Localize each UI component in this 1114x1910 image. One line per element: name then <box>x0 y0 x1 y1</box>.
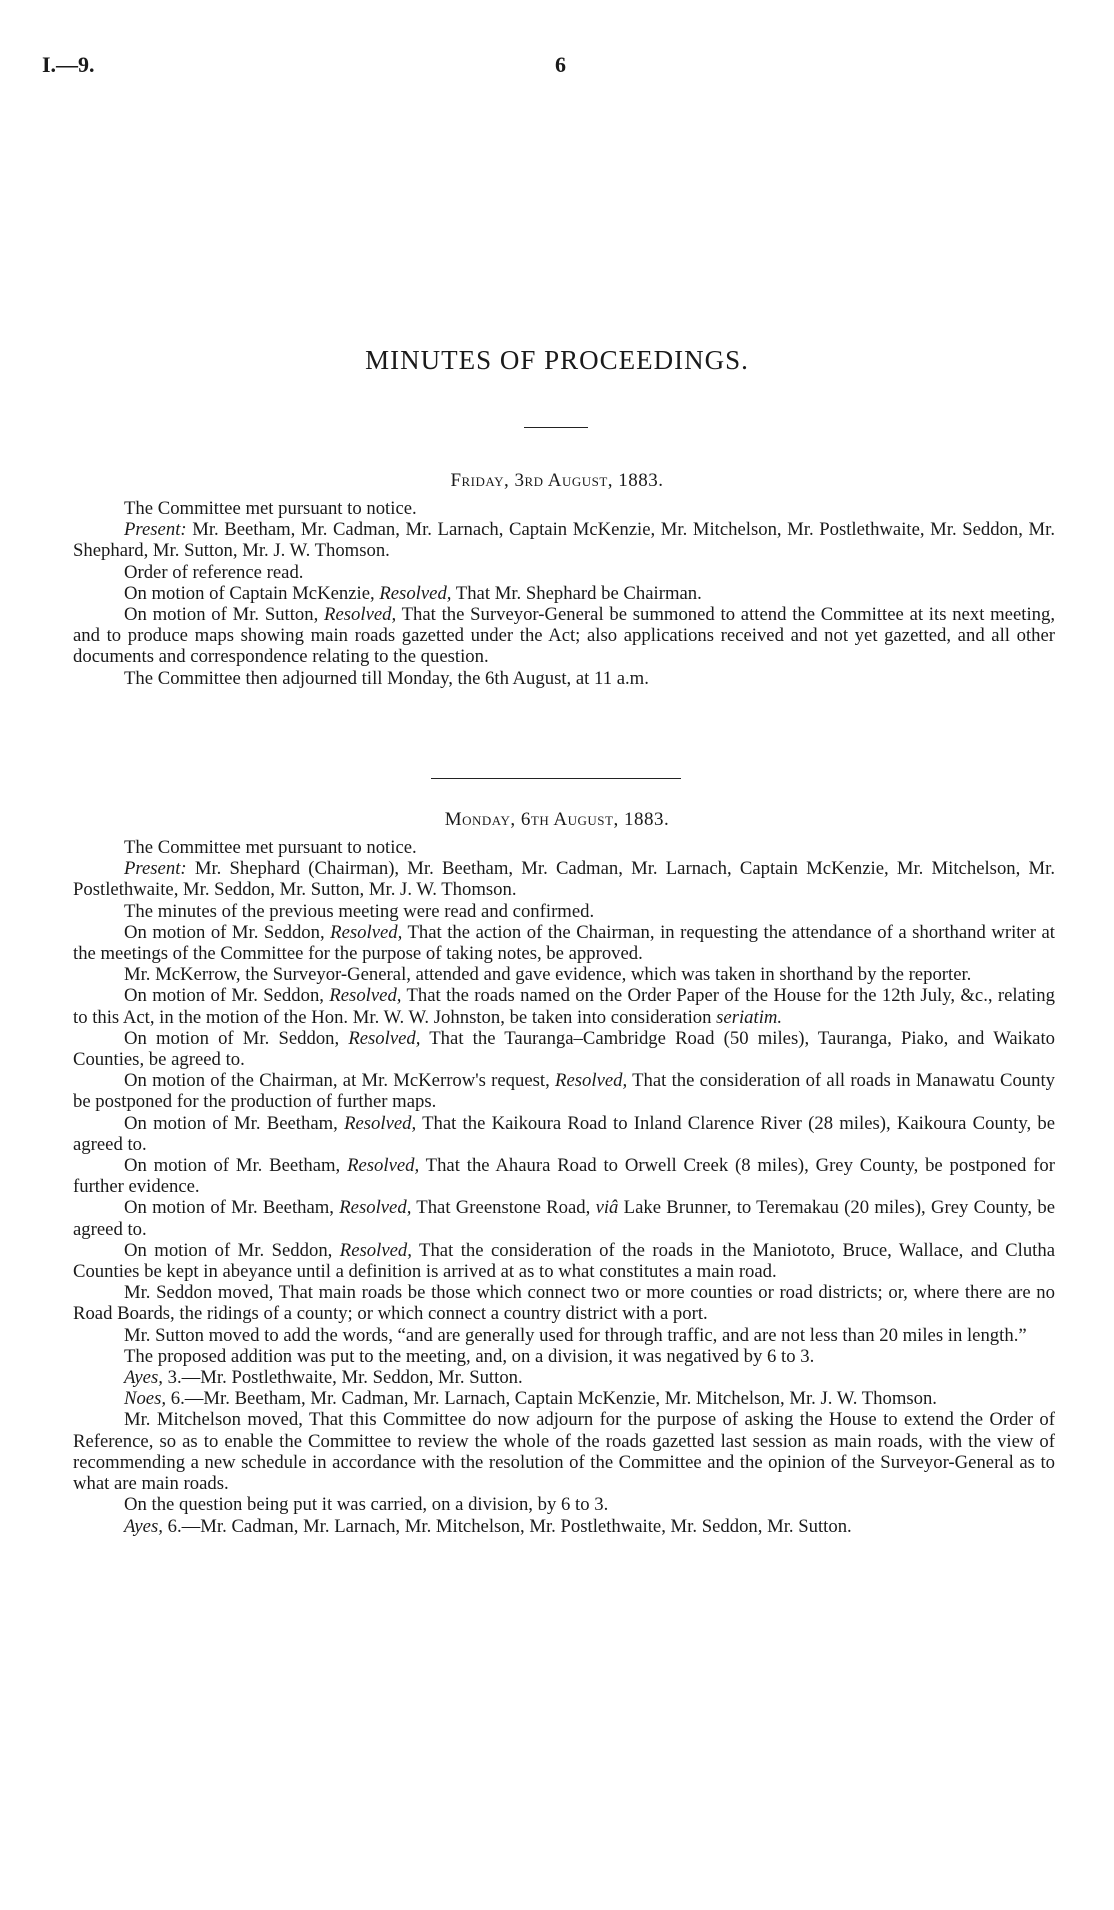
title-divider <box>524 427 588 428</box>
minute-paragraph: On motion of Mr. Seddon, Resolved, That the action of the Chairman, in requesting the attendance of a shorthand writer at the meetings of the Committee for the purpose of taking notes, be approved. <box>73 921 1055 965</box>
minute-paragraph: On motion of the Chairman, at Mr. McKerrow's request, Resolved, That the consideration of all roads in Manawatu County be postponed for the production of further maps. <box>73 1070 1056 1113</box>
minute-paragraph: Mr. Seddon moved, That main roads be those which connect two or more counties or road districts; or, where there are no Road Boards, the ridings of a county; or which connect a country district with a port. <box>73 1282 1055 1325</box>
minute-paragraph: The Committee then adjourned till Monday, the 6th August, at 11 a.m. <box>124 667 649 689</box>
page-number: 6 <box>555 52 566 77</box>
meeting-2-minutes <box>73 837 1055 1537</box>
minute-paragraph: Present: Mr. Beetham, Mr. Cadman, Mr. Larnach, Captain McKenzie, Mr. Mitchelson, Mr. Postlethwaite, Mr. Seddon, Mr. Shephard, Mr. Sutton, Mr. J. W. Thomson. <box>73 519 1055 562</box>
minute-paragraph: Order of reference read. <box>124 561 304 583</box>
minute-paragraph: On motion of Mr. Beetham, Resolved, That Greenstone Road, viâ Lake Brunner, to Teremakau (20 miles), Grey County, be agreed to. <box>73 1197 1055 1240</box>
minute-paragraph: On motion of Mr. Beetham, Resolved, That the Kaikoura Road to Inland Clarence River (28 miles), Kaikoura County, be agreed to. <box>73 1112 1055 1155</box>
minute-paragraph: The Committee met pursuant to notice. <box>124 498 417 519</box>
meeting-1-date: Friday, 3rd August, 1883. <box>450 470 664 491</box>
minute-paragraph: The Committee met pursuant to notice. <box>124 837 417 858</box>
minute-paragraph: On motion of Captain McKenzie, Resolved, That Mr. Shephard be Chairman. <box>124 582 702 604</box>
minute-paragraph: The minutes of the previous meeting were read and confirmed. <box>124 900 595 922</box>
meeting-1-minutes <box>73 498 1055 689</box>
document-reference: I.—9. <box>42 52 95 77</box>
minute-paragraph: Mr. McKerrow, the Surveyor-General, attended and gave evidence, which was taken in shorthand by the reporter. <box>124 964 972 986</box>
minute-paragraph: On motion of Mr. Beetham, Resolved, That the Ahaura Road to Orwell Creek (8 miles), Grey County, be postponed for further evidence. <box>73 1155 1055 1198</box>
minute-paragraph: On the question being put it was carried, on a division, by 6 to 3. <box>124 1494 609 1516</box>
minute-paragraph: Noes, 6.—Mr. Beetham, Mr. Cadman, Mr. Larnach, Captain McKenzie, Mr. Mitchelson, Mr. J. W. Thomson. <box>124 1388 937 1410</box>
meeting-2-date: Monday, 6th August, 1883. <box>444 809 670 830</box>
minute-paragraph: The proposed addition was put to the meeting, and, on a division, it was negatived by 6 to 3. <box>124 1345 815 1367</box>
minute-paragraph: Present: Mr. Shephard (Chairman), Mr. Beetham, Mr. Cadman, Mr. Larnach, Captain McKenzie, Mr. Mitchelson, Mr. Postlethwaite, Mr. Seddon, Mr. Sutton, Mr. J. W. Thomson. <box>73 858 1055 901</box>
minute-paragraph: On motion of Mr. Seddon, Resolved, That the consideration of the roads in the Maniototo, Bruce, Wallace, and Clutha Counties be kept in abeyance until a definition is arrived at as to what constitutes a main road. <box>73 1239 1056 1283</box>
minute-paragraph: Ayes, 3.—Mr. Postlethwaite, Mr. Seddon, Mr. Sutton. <box>124 1367 523 1389</box>
minute-paragraph: On motion of Mr. Seddon, Resolved, That the Tauranga–Cambridge Road (50 miles), Tauranga, Piako, and Waikato Counties, be agreed to. <box>73 1027 1055 1071</box>
minute-paragraph: On motion of Mr. Seddon, Resolved, That the roads named on the Order Paper of the House for the 12th July, &c., relating to this Act, in the motion of the Hon. Mr. W. W. Johnston, be taken into consideration seriatim. <box>73 985 1055 1028</box>
minute-paragraph: On motion of Mr. Sutton, Resolved, That the Surveyor-General be summoned to attend the Committee at its next meeting, and to produce maps showing main roads gazetted under the Act; also applications received and not yet gazetted, and all other documents and correspondence relating to the question. <box>73 604 1055 668</box>
minute-paragraph: Mr. Mitchelson moved, That this Committee do now adjourn for the purpose of asking the House to extend the Order of Reference, so as to enable the Committee to review the whole of the roads gazetted last session as main roads, with the view of recommending a new schedule in accordance with the resolution of the Committee and the opinion of the Surveyor-General as to what are main roads. <box>73 1409 1055 1495</box>
page-title: MINUTES OF PROCEEDINGS. <box>365 345 749 375</box>
minute-paragraph: Ayes, 6.—Mr. Cadman, Mr. Larnach, Mr. Mitchelson, Mr. Postlethwaite, Mr. Seddon, Mr. Sutton. <box>124 1515 852 1537</box>
minute-paragraph: Mr. Sutton moved to add the words, “and are generally used for through traffic, and are not less than 20 miles in length.” <box>124 1324 1027 1346</box>
meeting-divider <box>431 778 681 779</box>
